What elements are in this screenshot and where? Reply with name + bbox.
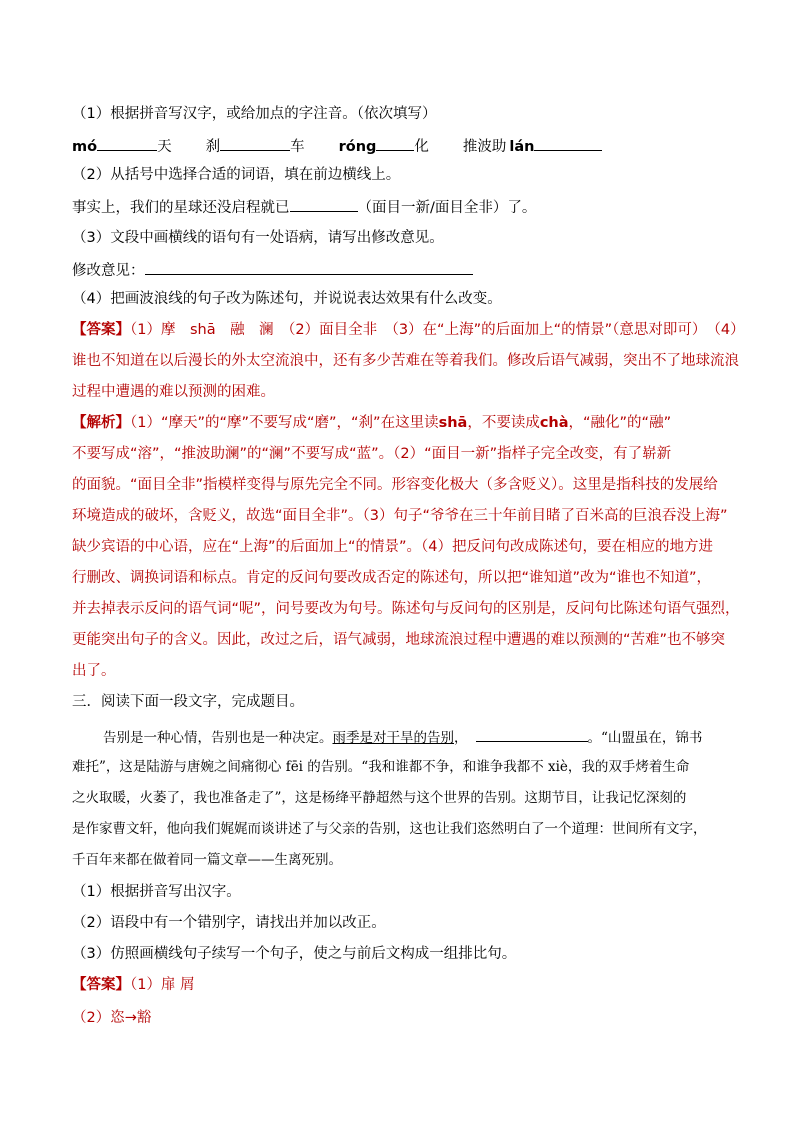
answer-2-prefix: （2） (72, 1010, 111, 1026)
word-cha: 刹 (205, 139, 221, 155)
passage-underlined-sentence: 雨季是对干旱的告别 (332, 730, 454, 746)
answer-2-line-1 (72, 975, 195, 995)
answer-2-line-2 (72, 1008, 151, 1028)
correct-char: 豁 (136, 1010, 152, 1026)
analysis-line-9: 出了。 (72, 663, 116, 679)
q1-blanks-row (72, 135, 602, 157)
analysis-line-5: 缺少宾语的中心语，应在“上海”的后面加上“的情景”。（4）把反问句改成陈述句，要在相应的地方进 (72, 539, 714, 555)
q4-instruction: （4）把画波浪线的句子改为陈述句，并说说表达效果有什么改变。 (72, 291, 502, 307)
passage-line-1 (103, 726, 702, 748)
q2-sentence-head: 事实上，我们的星球还没启程就已 (72, 200, 290, 216)
analysis-line-1 (72, 413, 671, 433)
section-3-q1: （1）根据拼音写出汉字。 (72, 884, 241, 900)
word-2-tail: 车 (290, 139, 305, 155)
q3-label: 修改意见： (72, 263, 145, 279)
q2-sentence-tail: （面目一新/面目全非）了。 (357, 200, 537, 216)
blank-2[interactable] (220, 135, 290, 151)
section-3-q2: （2）语段中有一个错别字，请找出并加以改正。 (72, 915, 386, 931)
blank-1[interactable] (97, 135, 157, 151)
word-1-tail: 天 (157, 139, 172, 155)
passage-line-3: 之火取暖，火萎了，我也准备走了”，这是杨绛平静超然与这个世界的告别。这期节目，让我记忆深刻的 (72, 790, 687, 806)
q3-instruction: （3）文段中画横线的语句有一处语病，请写出修改意见。 (72, 230, 444, 246)
passage-1c: 。“山盟虽在，锦书 (587, 730, 703, 746)
answer-2-tag: 【答案】 (72, 977, 130, 993)
arrow-icon: → (124, 1010, 137, 1026)
answer-tag: 【答案】 (72, 322, 130, 338)
pinyin-rong: róng (338, 139, 377, 155)
pinyin-lan: lán (509, 139, 535, 155)
q3-blank[interactable] (145, 259, 473, 275)
passage-1a: 告别是一种心情，告别也是一种决定。 (103, 730, 333, 746)
q2-sentence (72, 196, 536, 218)
blank-3[interactable] (376, 135, 414, 151)
blank-4[interactable] (534, 135, 602, 151)
answer-1-line-1 (72, 320, 745, 340)
analysis-tag: 【解析】 (72, 415, 130, 431)
pinyin-mo: mó (72, 139, 98, 155)
analysis-text-1c: ，“融化”的“融” (568, 415, 672, 431)
q2-blank[interactable] (290, 196, 358, 212)
q3-answer-row (72, 259, 473, 281)
passage-line-4: 是作家曹文轩，他向我们娓娓而谈讲述了与父亲的告别，这也让我们恣然明白了一个道理：世间所有文字， (72, 821, 707, 837)
passage-line-5: 千百年来都在做着同一篇文章——生离死别。 (72, 852, 342, 868)
analysis-line-6: 行删改、调换词语和标点。肯定的反问句要改成否定的陈述句，所以把“谁知道”改为“谁也不知道”， (72, 570, 712, 586)
passage-1b: ， (454, 730, 468, 746)
analysis-line-4: 环境造成的破坏，含贬义，故选“面目全非”。（3）句子“爷爷在三十年前目睹了百米高的巨浪吞没上海” (72, 508, 728, 524)
analysis-line-3: 的面貌。“面目全非”指模样变得与原先完全不同。形容变化极大（多含贬义）。这里是指科技的发展给 (72, 477, 718, 493)
analysis-line-8: 更能突出句子的含义。因此，改过之后，语气减弱，地球流浪过程中遭遇的难以预测的“苦难”也不够突 (72, 632, 726, 648)
word-4: 推波助 (462, 139, 507, 155)
q1-instruction: （1）根据拼音写汉字，或给加点的字注音。（依次填写） (72, 106, 437, 122)
analysis-text-1b: ，不要读成 (467, 415, 540, 431)
analysis-line-7: 并去掉表示反问的语气词“呢”，问号要改为句号。陈述句与反问句的区别是，反问句比陈述句语气强烈， (72, 601, 740, 617)
passage-blank[interactable] (476, 726, 588, 742)
answer-2-text-1: （1）扉 屑 (130, 977, 195, 993)
analysis-line-2: 不要写成“溶”，“推波助澜”的“澜”不要写成“蓝”。（2）“面目一新”指样子完全改变，有了崭新 (72, 446, 672, 462)
q2-instruction: （2）从括号中选择合适的词语，填在前边横线上。 (72, 167, 401, 183)
answer-1-line-3: 过程中遭遇的难以预测的困难。 (72, 384, 275, 400)
section-3-heading: 三．阅读下面一段文字，完成题目。 (72, 694, 304, 710)
answer-1-line-2: 谁也不知道在以后漫长的外太空流浪中，还有多少苦难在等着我们。修改后语气减弱，突出不了地球流浪 (72, 353, 739, 369)
analysis-text-1: （1）“摩天”的“摩”不要写成“磨”，“刹”在这里读 (130, 415, 439, 431)
pinyin-cha: chà (539, 415, 569, 431)
section-3-q3: （3）仿照画横线句子续写一个句子，使之与前后文构成一组排比句。 (72, 946, 517, 962)
passage-line-2: 难托”，这是陆游与唐婉之间痛彻心 fēi 的告别。“我和谁都不争，和谁争我都不 xiè，我的双手烤着生命 (72, 759, 690, 775)
word-3-tail: 化 (414, 139, 429, 155)
pinyin-sha: shā (438, 415, 468, 431)
wrong-char: 恣 (110, 1010, 125, 1026)
answer-1-text: （1）摩 shā 融 澜 （2）面目全非 （3）在“上海”的后面加上“的情景”（意思对即可） （4） (130, 322, 745, 338)
